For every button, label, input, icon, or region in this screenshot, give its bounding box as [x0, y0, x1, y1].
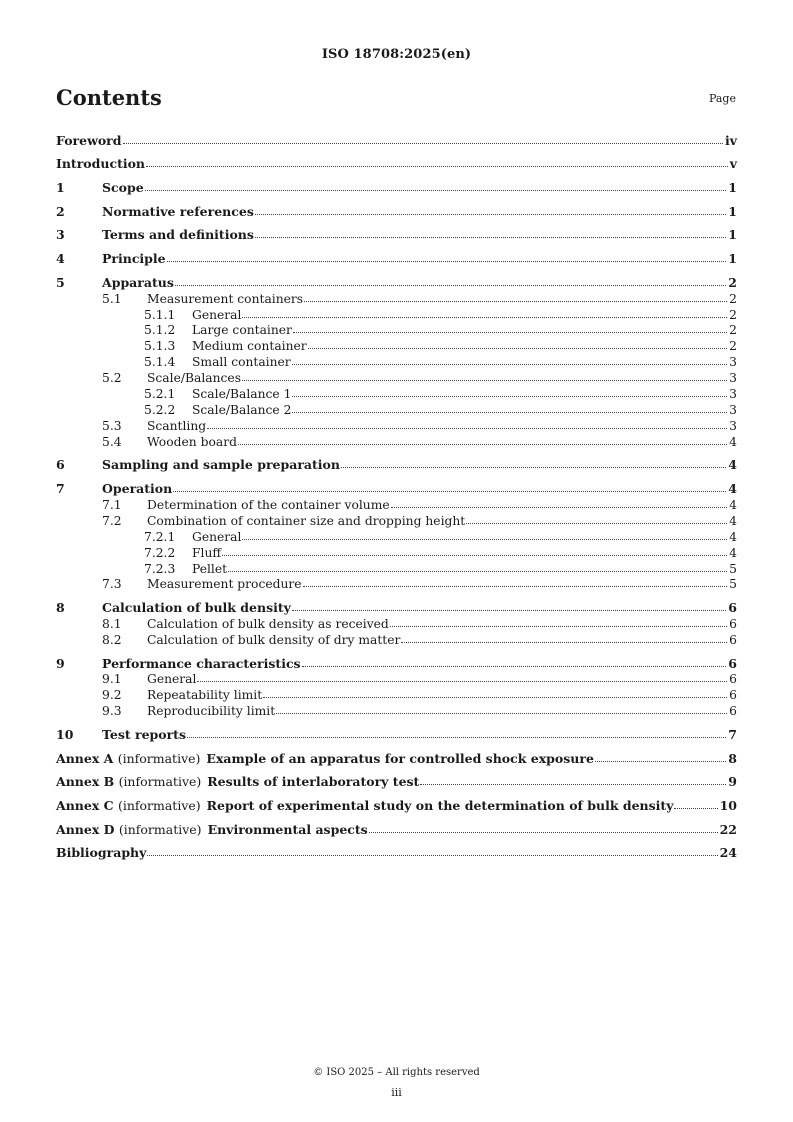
toc-entry-number: 7.2 [102, 513, 122, 528]
toc-entry[interactable] [56, 472, 737, 496]
toc-entry-number: 3 [56, 227, 65, 243]
toc-entry-page: 4 [729, 529, 737, 544]
toc-entry-page: 2 [729, 339, 737, 354]
toc-entry-page: 3 [729, 402, 737, 417]
toc-entry-page: 3 [729, 387, 737, 402]
dot-leader [123, 143, 723, 144]
dot-leader [391, 507, 728, 508]
toc-entry-label: Large container [192, 323, 292, 338]
toc-entry-label: Introduction [56, 156, 146, 172]
toc-entry-number: 10 [56, 726, 74, 742]
toc-entry-number: 9.2 [102, 688, 122, 703]
toc-entry-page: 3 [729, 371, 737, 386]
toc-entry-label: Scantling [147, 418, 207, 433]
toc-entry[interactable] [56, 195, 737, 219]
toc-entry-page: 4 [729, 434, 737, 449]
toc-entry[interactable] [56, 615, 737, 631]
toc-entry-number: 8 [56, 600, 65, 616]
toc-entry[interactable] [56, 837, 737, 861]
toc-entry[interactable] [56, 433, 737, 449]
toc-entry-page: iv [724, 132, 737, 148]
dot-leader [292, 412, 727, 413]
toc-entry-page: 6 [729, 672, 737, 687]
toc-entry-label: Foreword [56, 132, 122, 148]
toc-entry[interactable] [56, 401, 737, 417]
toc-entry-number: 5.4 [102, 434, 122, 449]
dot-leader [420, 784, 726, 785]
toc-entry-label: Combination of container size and dropping height [147, 513, 466, 528]
toc-entry-number: 5.3 [102, 418, 122, 433]
toc-entry-label: Scale/Balances [147, 371, 242, 386]
toc-entry[interactable] [56, 306, 737, 322]
toc-entry[interactable] [56, 813, 737, 837]
toc-entry-page: 1 [728, 251, 737, 267]
dot-leader [674, 808, 717, 809]
dot-leader [242, 380, 727, 381]
toc-entry-label: Wooden board [147, 434, 237, 449]
toc-entry-number: 7.1 [102, 497, 122, 512]
toc-entry-page: 10 [719, 798, 737, 814]
toc-entry-page: 2 [728, 274, 737, 290]
annex-title: Example of an apparatus for controlled shock exposure [206, 750, 594, 766]
dot-leader [146, 166, 728, 167]
dot-leader [228, 571, 727, 572]
toc-entry-label: Scale/Balance 2 [192, 402, 292, 417]
dot-leader [595, 761, 726, 762]
toc-entry-label: Measurement procedure [147, 577, 302, 592]
dot-leader [187, 737, 726, 738]
toc-entry[interactable] [56, 766, 737, 790]
document-id-header: ISO 18708:2025(en) [321, 47, 472, 62]
annex-id: Annex B [56, 774, 115, 790]
toc-entry-number: 5.2.2 [144, 402, 176, 417]
contents-title: Contents [56, 85, 162, 110]
toc-entry-label [56, 774, 419, 789]
toc-entry-number: 8.2 [102, 632, 122, 647]
annex-id: Annex C [56, 798, 114, 814]
toc-entry[interactable] [56, 266, 737, 290]
toc-entry[interactable] [56, 742, 737, 766]
annex-note: (informative) [118, 821, 202, 837]
toc-entry[interactable] [56, 576, 737, 592]
toc-entry-label: Terms and definitions [102, 227, 254, 243]
toc-entry-label: General [192, 529, 242, 544]
page-column-label: Page [708, 92, 736, 105]
toc-entry-label: Small container [192, 355, 291, 370]
toc-entry-label [56, 751, 594, 766]
toc-entry[interactable] [56, 449, 737, 473]
toc-entry[interactable] [56, 290, 737, 306]
dot-leader [255, 214, 726, 215]
toc-entry-page: 6 [728, 600, 737, 616]
toc-entry-label: Performance characteristics [102, 655, 301, 671]
toc-entry-page: 6 [729, 704, 737, 719]
toc-entry[interactable] [56, 353, 737, 369]
annex-note: (informative) [117, 750, 201, 766]
toc-entry-page: 7 [728, 726, 737, 742]
toc-entry-page: 6 [729, 632, 737, 647]
dot-leader [369, 832, 718, 833]
toc-entry-label: Normative references [102, 203, 254, 219]
dot-leader [293, 332, 727, 333]
annex-note: (informative) [117, 798, 201, 814]
toc-entry-page: v [729, 156, 737, 172]
toc-entry[interactable] [56, 718, 737, 742]
toc-entry[interactable] [56, 512, 737, 528]
dot-leader [173, 491, 726, 492]
toc-entry-label: Reproducibility limit [147, 704, 276, 719]
toc-entry-label: Fluff [192, 545, 222, 560]
annex-id: Annex A [56, 750, 114, 766]
toc-entry-label: Sampling and sample preparation [102, 457, 340, 473]
toc-entry[interactable] [56, 686, 737, 702]
toc-entry[interactable] [56, 369, 737, 385]
toc-entry-label: Principle [102, 251, 166, 267]
toc-entry-page: 22 [719, 821, 737, 837]
dot-leader [401, 642, 727, 643]
toc-entry-number: 5.2.1 [144, 387, 176, 402]
toc-entry-page: 6 [728, 655, 737, 671]
dot-leader [304, 301, 727, 302]
toc-entry-number: 9.1 [102, 672, 122, 687]
toc-entry-label: Operation [102, 481, 173, 497]
toc-entry[interactable] [56, 789, 737, 813]
toc-entry-page: 5 [729, 561, 737, 576]
toc-entry-number: 5.2 [102, 371, 122, 386]
dot-leader [390, 626, 727, 627]
copyright-notice: © ISO 2025 – All rights reserved [313, 1067, 480, 1078]
dot-leader [222, 555, 727, 556]
page-number: iii [391, 1086, 402, 1099]
toc-entry-number: 5.1.4 [144, 355, 176, 370]
toc-entry-label [56, 822, 368, 837]
toc-entry-page: 6 [729, 617, 737, 632]
toc-entry-label: Test reports [102, 726, 186, 742]
toc-entry-label: Calculation of bulk density of dry matter [147, 632, 401, 647]
toc-entry-number: 8.1 [102, 617, 122, 632]
toc-entry-page: 2 [729, 323, 737, 338]
toc-entry-page: 1 [728, 227, 737, 243]
toc-entry[interactable] [56, 219, 737, 243]
toc-entry-page: 2 [729, 307, 737, 322]
toc-entry-label: Calculation of bulk density [102, 600, 291, 616]
toc-entry[interactable] [56, 591, 737, 615]
toc-entry-page: 2 [729, 291, 737, 306]
toc-entry[interactable] [56, 322, 737, 338]
toc-entry-label: Determination of the container volume [147, 497, 390, 512]
dot-leader [145, 190, 727, 191]
toc-entry-number: 5.1.1 [144, 307, 176, 322]
dot-leader [308, 348, 728, 349]
toc-entry-page: 4 [729, 545, 737, 560]
toc-entry-page: 3 [729, 418, 737, 433]
toc-entry[interactable] [56, 337, 737, 353]
dot-leader [255, 237, 726, 238]
dot-leader [292, 396, 727, 397]
annex-id: Annex D [56, 821, 115, 837]
toc-entry[interactable] [56, 171, 737, 195]
dot-leader [292, 610, 726, 611]
dot-leader [197, 681, 727, 682]
toc-entry-number: 5.1.3 [144, 339, 176, 354]
toc-entry-page: 9 [728, 774, 737, 790]
toc-entry-number: 5 [56, 274, 65, 290]
toc-entry-label: Measurement containers [147, 291, 304, 306]
annex-title: Report of experimental study on the determination of bulk density [206, 798, 674, 814]
toc-entry[interactable] [56, 671, 737, 687]
toc-entry-label: Medium container [192, 339, 307, 354]
toc-entry-number: 7.2.2 [144, 545, 176, 560]
annex-title: Results of interlaboratory test [207, 774, 420, 790]
toc-entry-label: Apparatus [102, 274, 174, 290]
dot-leader [263, 697, 727, 698]
toc-entry[interactable] [56, 385, 737, 401]
annex-title: Environmental aspects [207, 821, 368, 837]
toc-entry-page: 1 [728, 203, 737, 219]
toc-entry-label: General [147, 672, 197, 687]
dot-leader [303, 586, 728, 587]
dot-leader [466, 523, 727, 524]
dot-leader [242, 317, 727, 318]
toc-entry[interactable] [56, 496, 737, 512]
dot-leader [276, 713, 727, 714]
toc-entry-label: Scale/Balance 1 [192, 387, 292, 402]
toc-entry-number: 2 [56, 203, 65, 219]
toc-entry-number: 9.3 [102, 704, 122, 719]
toc-entry-number: 7.3 [102, 577, 122, 592]
toc-entry-label: Pellet [192, 561, 228, 576]
toc-entry[interactable] [56, 702, 737, 718]
toc-entry[interactable] [56, 124, 737, 148]
toc-entry-number: 7.2.3 [144, 561, 176, 576]
toc-entry[interactable] [56, 544, 737, 560]
toc-entry[interactable] [56, 647, 737, 671]
toc-entry-label: Scope [102, 180, 144, 196]
toc-entry-number: 7.2.1 [144, 529, 176, 544]
toc-entry-label: Repeatability limit [147, 688, 263, 703]
toc-entry-page: 3 [729, 355, 737, 370]
annex-note: (informative) [118, 774, 202, 790]
dot-leader [207, 428, 727, 429]
dot-leader [147, 855, 717, 856]
toc-entry-page: 1 [728, 180, 737, 196]
toc-entry[interactable] [56, 528, 737, 544]
toc-entry-page: 4 [728, 457, 737, 473]
toc-entry[interactable] [56, 560, 737, 576]
toc-entry-number: 6 [56, 457, 65, 473]
toc-entry-label: General [192, 307, 242, 322]
toc-entry-number: 1 [56, 180, 65, 196]
toc-entry-page: 6 [729, 688, 737, 703]
dot-leader [341, 467, 726, 468]
dot-leader [238, 444, 727, 445]
toc-entry-page: 5 [729, 577, 737, 592]
dot-leader [242, 539, 727, 540]
toc-entry-page: 4 [728, 481, 737, 497]
toc-entry-label [56, 798, 673, 813]
toc-entry-label: Bibliography [56, 845, 147, 861]
toc-entry-number: 5.1.2 [144, 323, 176, 338]
toc-entry[interactable] [56, 417, 737, 433]
toc-entry-page: 8 [728, 750, 737, 766]
toc-entry-page: 24 [719, 845, 737, 861]
dot-leader [292, 364, 727, 365]
toc-entry-number: 7 [56, 481, 65, 497]
toc-entry-page: 4 [729, 497, 737, 512]
toc-entry-number: 9 [56, 655, 65, 671]
dot-leader [167, 261, 727, 262]
toc-entry[interactable] [56, 242, 737, 266]
dot-leader [302, 666, 727, 667]
dot-leader [175, 285, 726, 286]
table-of-contents [56, 124, 737, 860]
toc-entry-label: Calculation of bulk density as received [147, 617, 389, 632]
toc-entry-page: 4 [729, 513, 737, 528]
toc-entry[interactable] [56, 631, 737, 647]
toc-entry-number: 4 [56, 251, 65, 267]
toc-entry[interactable] [56, 148, 737, 172]
toc-entry-number: 5.1 [102, 291, 122, 306]
